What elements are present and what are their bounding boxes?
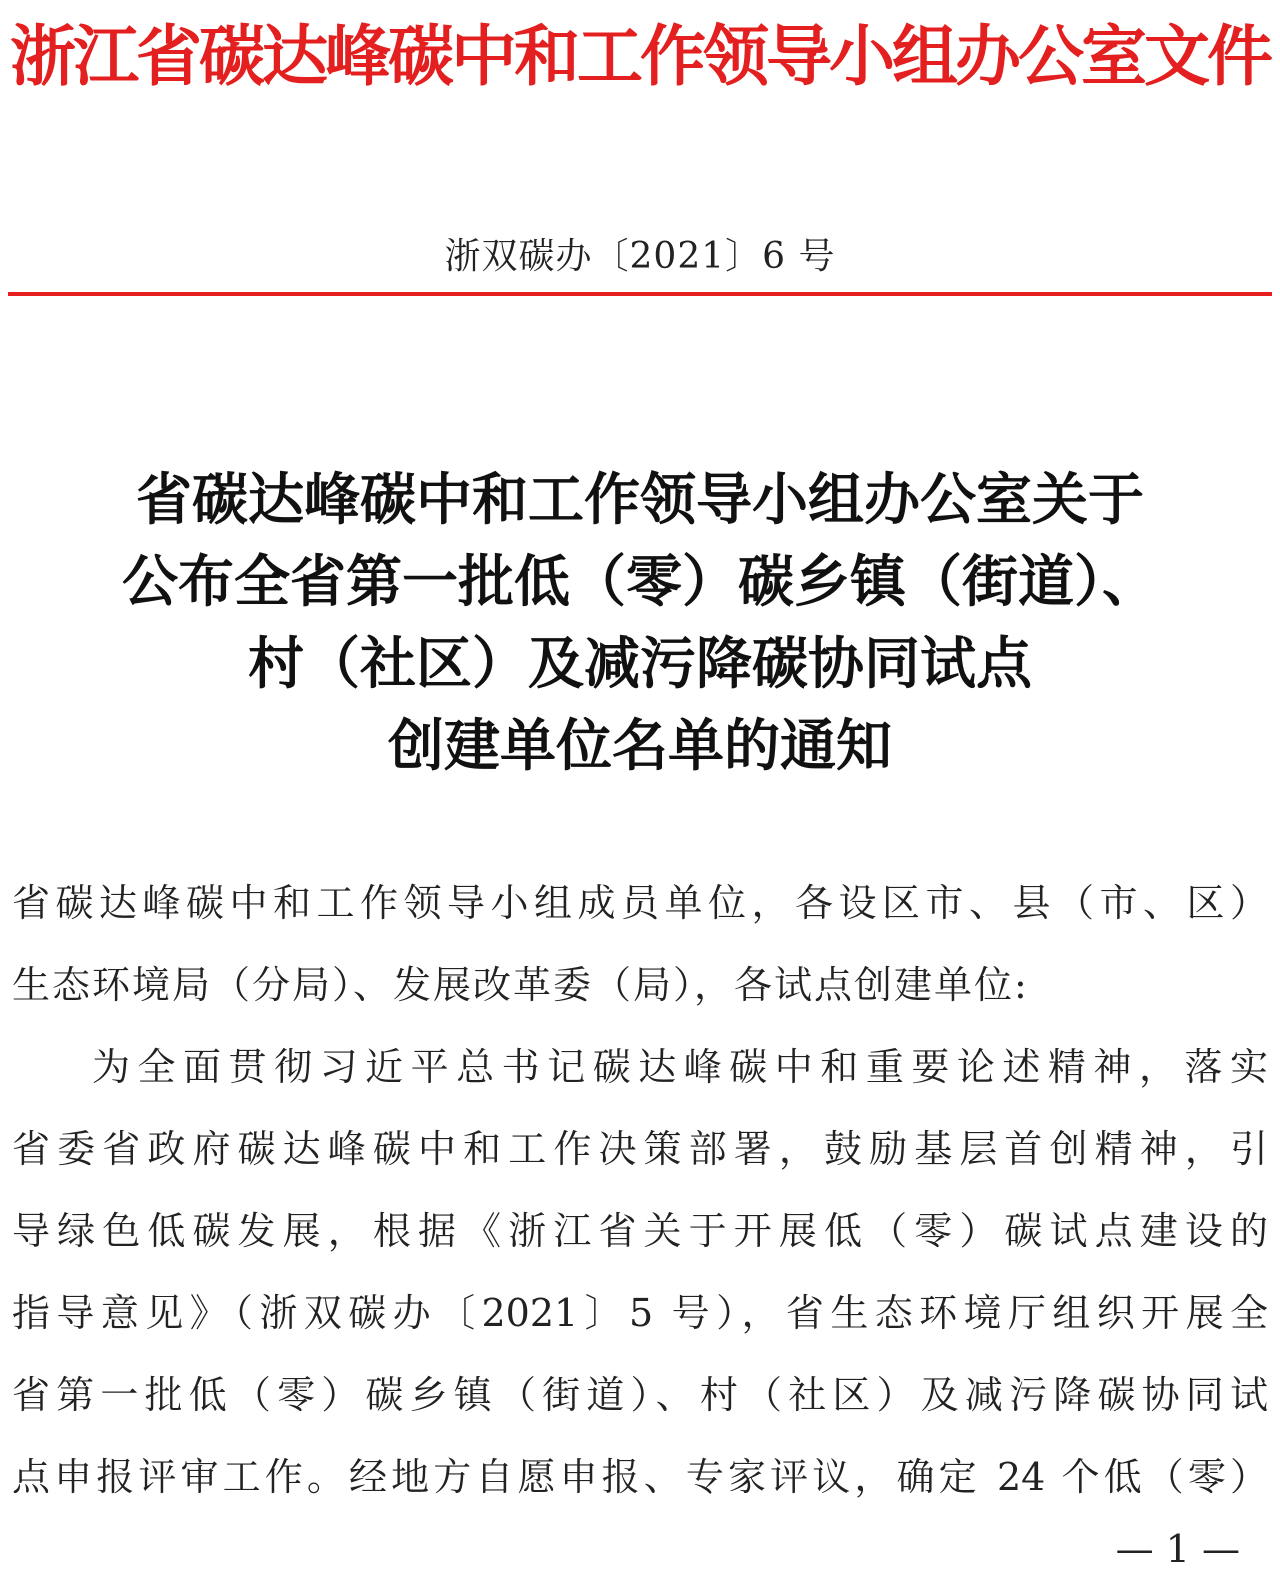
paragraph-line: 省第一批低（零）碳乡镇（街道）、村（社区）及减污降碳协同试	[12, 1373, 1268, 1417]
paragraph-line: 点申报评审工作。经地方自愿申报、专家评议，确定 24 个低（零）	[12, 1455, 1268, 1499]
addressee-line: 省碳达峰碳中和工作领导小组成员单位，各设区市、县（市、区）	[12, 881, 1268, 925]
notice-title-line: 省碳达峰碳中和工作领导小组办公室关于	[136, 468, 1144, 533]
notice-title-line: 公布全省第一批低（零）碳乡镇（街道）、	[122, 550, 1158, 615]
red-separator-line	[8, 292, 1272, 296]
notice-title-line: 创建单位名单的通知	[388, 714, 892, 779]
issuing-authority-header: 浙江省碳达峰碳中和工作领导小组办公室文件	[10, 17, 1270, 95]
notice-title-line: 村（社区）及减污降碳协同试点	[248, 632, 1032, 697]
addressee-line: 生态环境局（分局）、发展改革委（局），各试点创建单位:	[12, 963, 1029, 1007]
paragraph-line: 为全面贯彻习近平总书记碳达峰碳中和重要论述精神，落实	[92, 1045, 1268, 1089]
page-number: — 1 —	[1115, 1527, 1240, 1571]
notice-title	[0, 460, 1280, 788]
body-text	[12, 862, 1268, 1518]
paragraph-line: 指导意见》（浙双碳办〔2021〕5 号），省生态环境厅组织开展全	[12, 1291, 1268, 1335]
document-number: 浙双碳办〔2021〕6 号	[444, 236, 836, 277]
paragraph-line: 省委省政府碳达峰碳中和工作决策部署，鼓励基层首创精神，引	[12, 1127, 1268, 1171]
paragraph-line: 导绿色低碳发展，根据《浙江省关于开展低（零）碳试点建设的	[12, 1209, 1268, 1253]
